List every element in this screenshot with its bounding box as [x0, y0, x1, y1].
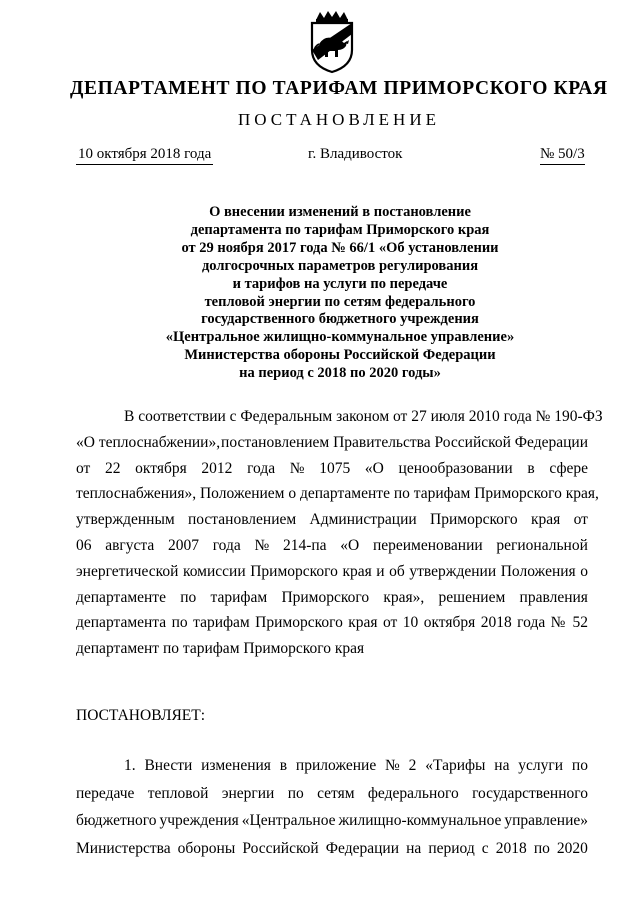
text-line: [76, 456, 588, 482]
department-title: ДЕПАРТАМЕНТ ПО ТАРИФАМ ПРИМОРСКОГО КРАЯ: [70, 78, 608, 99]
text-line: [76, 636, 588, 662]
text-fragment: августа: [105, 536, 155, 554]
document-type: ПОСТАНОВЛЕНИЕ: [237, 110, 440, 129]
subject-line: тепловой энергии по сетям федерального: [204, 293, 476, 310]
text-fragment: от: [76, 459, 91, 477]
text-fragment: Внести: [144, 757, 193, 774]
subject-line: государственного бюджетного учреждения: [201, 311, 479, 328]
text-fragment: Российской: [242, 839, 319, 857]
item-1-paragraph: [76, 752, 588, 862]
text-fragment: переименовании: [372, 536, 483, 554]
text-fragment: Администрации: [309, 511, 417, 529]
subject-line: Министерства обороны Российской Федерации: [184, 347, 496, 364]
subject-line: «Центральное жилищно-коммунальное управление»: [165, 329, 515, 346]
text-fragment: региональной: [496, 536, 588, 554]
text-fragment: №: [385, 757, 400, 774]
subject-line: от 29 ноября 2017 года № 66/1 «Об установлении: [181, 239, 499, 256]
text-line: [76, 533, 588, 559]
text-fragment: в: [279, 757, 288, 774]
text-line: [76, 807, 588, 835]
text-fragment: 2012: [201, 459, 233, 477]
text-line: [76, 404, 603, 430]
text-fragment: по: [571, 757, 588, 774]
text-fragment: 22: [105, 459, 121, 477]
text-fragment: В соответствии с Федеральным законом от 27 июля 2010 года № 190-ФЗ: [124, 408, 603, 425]
text-fragment: 1075: [319, 459, 351, 477]
text-fragment: решением: [438, 588, 506, 606]
text-fragment: тепловой: [147, 784, 209, 802]
text-line: [76, 752, 588, 780]
subject-line: О внесении изменений в постановление: [209, 204, 471, 220]
text-fragment: правления: [519, 588, 588, 606]
text-fragment: бюджетного: [76, 812, 157, 830]
document-date: 10 октября 2018 года: [76, 146, 213, 165]
text-fragment: Приморского: [430, 511, 518, 529]
text-fragment: федерального: [367, 784, 459, 802]
text-fragment: 2020: [556, 839, 588, 857]
text-fragment: №: [254, 536, 270, 554]
text-line: [76, 559, 588, 585]
text-fragment: управление»: [504, 812, 588, 830]
text-fragment: сфере: [549, 459, 588, 477]
text-fragment: от: [573, 511, 588, 529]
text-fragment: 2018: [495, 839, 527, 857]
preamble-paragraph: [76, 404, 603, 662]
text-line: [76, 481, 599, 507]
document-subject: [110, 204, 570, 383]
text-fragment: обороны: [177, 839, 236, 857]
text-fragment: «О: [340, 536, 360, 554]
text-fragment: департамент по тарифам Приморского края: [76, 640, 365, 658]
text-fragment: теплоснабжения», Положением о департаменте по тарифам Приморского края,: [76, 485, 599, 503]
text-fragment: департамента по тарифам Приморского края от 10 октября 2018 года № 52: [76, 614, 588, 632]
text-fragment: в: [527, 459, 535, 477]
text-fragment: утвержденным: [76, 511, 175, 529]
text-fragment: энергетической комиссии Приморского края и об утверждении Положения о: [76, 562, 588, 580]
text-fragment: Министерства: [76, 839, 171, 857]
text-fragment: департаменте: [76, 588, 166, 606]
text-fragment: «Центральное: [241, 812, 336, 830]
text-fragment: ценообразовании: [398, 459, 513, 477]
subject-line: долгосрочных параметров регулирования: [201, 257, 479, 274]
text-line: [76, 507, 588, 533]
text-line: [76, 780, 588, 808]
text-fragment: сетям: [317, 784, 355, 802]
text-fragment: с: [481, 839, 489, 857]
text-fragment: года: [212, 536, 241, 554]
text-fragment: «О теплоснабжении»,: [76, 433, 221, 451]
text-fragment: приложение: [295, 757, 377, 774]
text-fragment: передаче: [76, 784, 135, 802]
text-fragment: по: [533, 839, 550, 857]
text-fragment: края: [531, 511, 561, 529]
text-fragment: 2007: [167, 536, 199, 554]
text-fragment: октября: [135, 459, 187, 477]
text-fragment: №: [289, 459, 305, 477]
subject-line: департамента по тарифам Приморского края: [190, 221, 490, 238]
text-fragment: услуги: [518, 757, 564, 774]
text-fragment: Федерации: [325, 839, 399, 857]
resolves-heading: ПОСТАНОВЛЯЕТ:: [76, 707, 206, 724]
text-fragment: по: [180, 588, 197, 606]
subject-line: и тарифов на услуги по передаче: [232, 275, 448, 292]
text-line: [76, 430, 588, 456]
text-fragment: на: [406, 839, 422, 857]
text-fragment: энергии: [221, 784, 275, 802]
text-fragment: учреждения: [159, 812, 239, 830]
text-fragment: постановлением: [188, 511, 297, 529]
document-number: № 50/3: [540, 146, 585, 165]
text-fragment: изменения: [201, 757, 271, 774]
text-fragment: жилищно-коммунальное: [338, 812, 502, 830]
text-line: [76, 585, 588, 611]
subject-line: на период с 2018 по 2020 годы»: [239, 365, 441, 382]
text-fragment: 214-па: [282, 536, 327, 554]
text-fragment: «О: [364, 459, 384, 477]
text-fragment: «Тарифы: [425, 757, 486, 774]
text-fragment: 2: [408, 757, 417, 774]
text-fragment: 06: [76, 536, 92, 554]
text-fragment: 1.: [124, 757, 136, 774]
text-line: [76, 610, 588, 636]
document-city: г. Владивосток: [308, 146, 403, 162]
text-fragment: государственного: [472, 784, 588, 802]
coat-of-arms-icon: [302, 10, 362, 74]
text-fragment: на: [494, 757, 510, 774]
text-fragment: по: [287, 784, 304, 802]
text-fragment: период: [428, 839, 475, 857]
text-fragment: края»,: [383, 588, 425, 606]
text-fragment: Приморского: [281, 588, 370, 606]
text-line: [76, 835, 588, 863]
text-fragment: постановлением Правительства Российской Федерации: [221, 433, 588, 451]
text-fragment: тарифам: [210, 588, 268, 606]
text-fragment: года: [247, 459, 276, 477]
